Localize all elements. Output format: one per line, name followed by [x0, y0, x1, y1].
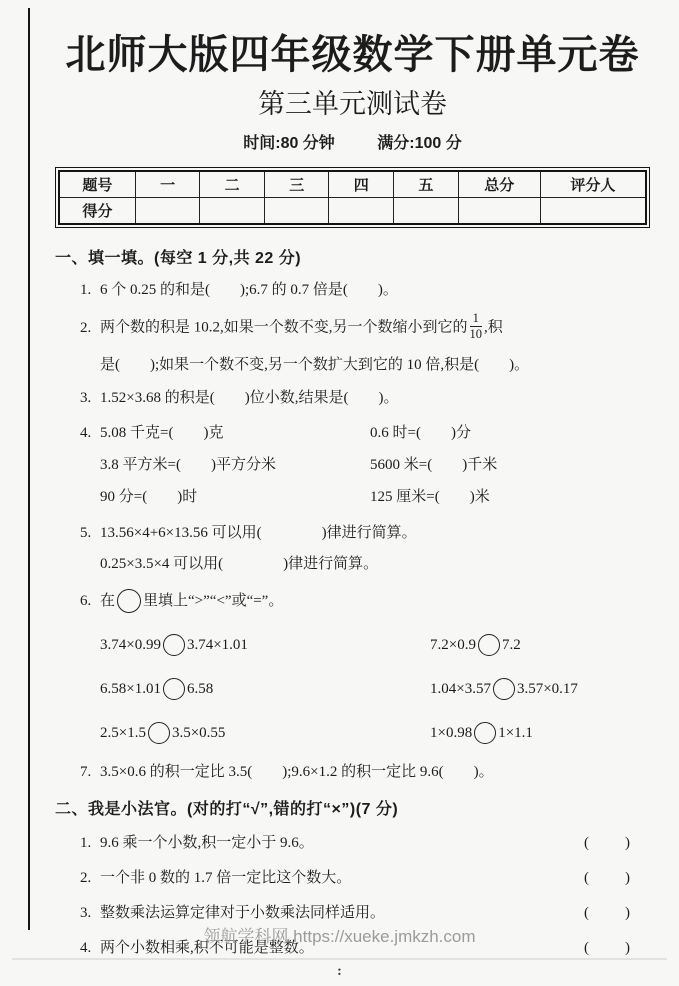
question-text: 13.56×4+6×13.56 可以用( )律进行简算。 — [100, 525, 417, 542]
header-grader: 评分人 — [540, 171, 646, 198]
expression: 3.74×1.01 — [186, 637, 248, 654]
paper-title: 北师大版四年级数学下册单元卷 — [65, 32, 640, 77]
expression: 3.5×0.55 — [171, 725, 226, 742]
expression: 7.2×0.9 — [430, 637, 476, 654]
question-number: 2. — [80, 320, 92, 337]
question-1 — [55, 279, 650, 301]
score-table-header-row — [59, 171, 646, 198]
question-2-part2: ,积 — [484, 319, 503, 336]
question-text: 3.5×0.6 的积一定比 3.5( );9.6×1.2 的积一定比 9.6( )。 — [100, 764, 494, 781]
time-limit-label: 时间:80 分钟 — [243, 135, 335, 153]
header-question-no: 题号 — [59, 171, 135, 198]
header-part-2: 二 — [200, 171, 265, 198]
question-7 — [55, 761, 650, 783]
judge-item — [55, 867, 650, 889]
question-4 — [55, 422, 650, 444]
header-part-4: 四 — [329, 171, 394, 198]
question-text: 6 个 0.25 的和是( );6.7 的 0.7 倍是( )。 — [100, 282, 398, 299]
question-number: 4. — [80, 940, 92, 957]
header-part-5: 五 — [394, 171, 459, 198]
score-row-label: 得分 — [59, 198, 135, 225]
compare-circle-icon — [117, 589, 141, 613]
answer-blank: ( ) — [584, 870, 632, 887]
question-number: 2. — [80, 870, 92, 887]
answer-blank: ( ) — [584, 905, 632, 922]
question-number: 1. — [80, 835, 92, 852]
question-2-line2: 是( );如果一个数不变,另一个数扩大到它的 10 倍,积是( )。 — [100, 357, 530, 374]
question-6 — [55, 589, 650, 613]
section1-heading: 一、填一填。(每空 1 分,共 22 分) — [55, 250, 302, 268]
expression: 1×0.98 — [430, 725, 473, 742]
question-text — [100, 311, 650, 345]
question-2-part1: 两个数的积是 10.2,如果一个数不变,另一个数缩小到它的 — [100, 319, 468, 336]
score-table-score-row — [59, 198, 646, 225]
unit-conversion-row — [55, 455, 650, 476]
expression: 1×1.1 — [498, 725, 533, 742]
comparison-row — [55, 677, 650, 701]
question-5-line2: 0.25×3.5×4 可以用( )律进行简算。 — [100, 556, 379, 573]
question-text: 1.52×3.68 的积是( )位小数,结果是( )。 — [100, 390, 399, 407]
unit-conversion-row — [55, 487, 650, 508]
comparison-right — [430, 677, 650, 701]
compare-circle-icon — [474, 722, 496, 744]
expression: 3.74×0.99 — [100, 637, 161, 654]
expression: 6.58 — [186, 681, 214, 698]
question-number: 6. — [80, 593, 92, 610]
question-number: 3. — [80, 905, 92, 922]
bottom-divider — [12, 958, 667, 960]
score-cell — [135, 198, 200, 225]
question-text: 整数乘法运算定律对于小数乘法同样适用。 — [100, 905, 386, 922]
question-number: 5. — [80, 525, 92, 542]
answer-blank: ( ) — [584, 835, 632, 852]
compare-circle-icon — [148, 722, 170, 744]
judge-item — [55, 902, 650, 924]
comparison-left — [100, 677, 430, 701]
compare-circle-icon — [478, 634, 500, 656]
site-watermark: 领航学科网 https://xueke.jmkzh.com — [203, 927, 476, 946]
expression: 2.5×1.5 — [100, 725, 146, 742]
question-6-suffix: 里填上“>”“<”或“=”。 — [143, 593, 284, 610]
score-cell — [540, 198, 646, 225]
judge-item — [55, 832, 650, 854]
header-part-3: 三 — [264, 171, 329, 198]
compare-circle-icon — [163, 634, 185, 656]
exam-info-line — [55, 130, 650, 153]
unit-conversion-row — [100, 422, 370, 444]
question-text: 一个非 0 数的 1.7 倍一定比这个数大。 — [100, 870, 352, 887]
question-number: 1. — [80, 282, 92, 299]
binding-line — [28, 8, 30, 930]
question-2 — [55, 311, 650, 345]
question-6-prefix: 在 — [100, 593, 116, 610]
conversion-right: 125 厘米=( )米 — [370, 489, 490, 506]
question-5 — [55, 522, 650, 544]
compare-circle-icon — [493, 678, 515, 700]
comparison-row — [55, 633, 650, 657]
compare-circle-icon — [163, 678, 185, 700]
score-cell — [200, 198, 265, 225]
question-number: 7. — [80, 764, 92, 781]
page-end-mark: : — [337, 964, 342, 979]
question-number: 4. — [80, 425, 92, 442]
header-total: 总分 — [458, 171, 540, 198]
score-cell — [458, 198, 540, 225]
comparison-right — [430, 633, 650, 657]
paper-content — [55, 26, 650, 959]
conversion-left: 3.8 平方米=( )平方分米 — [100, 457, 276, 474]
answer-blank: ( ) — [584, 940, 632, 957]
fraction-one-tenth — [470, 311, 483, 341]
expression: 3.57×0.17 — [516, 681, 578, 698]
conversion-right: 0.6 时=( )分 — [370, 425, 471, 442]
question-text — [100, 589, 650, 613]
section2-heading: 二、我是小法官。(对的打“√”,错的打“×”)(7 分) — [55, 801, 399, 819]
conversion-left: 5.08 千克=( )克 — [100, 425, 224, 442]
fraction-numerator: 1 — [470, 311, 483, 326]
score-cell — [264, 198, 329, 225]
conversion-left: 90 分=( )时 — [100, 489, 198, 506]
expression: 6.58×1.01 — [100, 681, 161, 698]
comparison-left — [100, 721, 430, 745]
unit-subtitle: 第三单元测试卷 — [258, 89, 447, 119]
question-number: 3. — [80, 390, 92, 407]
comparison-right — [430, 721, 650, 745]
conversion-right: 5600 米=( )千米 — [370, 457, 498, 474]
question-text: 两个小数相乘,积不可能是整数。 — [100, 940, 314, 957]
comparison-row — [55, 721, 650, 745]
fraction-denominator: 10 — [469, 326, 483, 341]
question-text: 9.6 乘一个小数,积一定小于 9.6。 — [100, 835, 314, 852]
score-cell — [394, 198, 459, 225]
expression: 1.04×3.57 — [430, 681, 491, 698]
score-table — [55, 167, 650, 228]
header-part-1: 一 — [135, 171, 200, 198]
question-3 — [55, 387, 650, 409]
expression: 7.2 — [501, 637, 521, 654]
full-score-label: 满分:100 分 — [377, 135, 462, 153]
comparison-left — [100, 633, 430, 657]
score-cell — [329, 198, 394, 225]
